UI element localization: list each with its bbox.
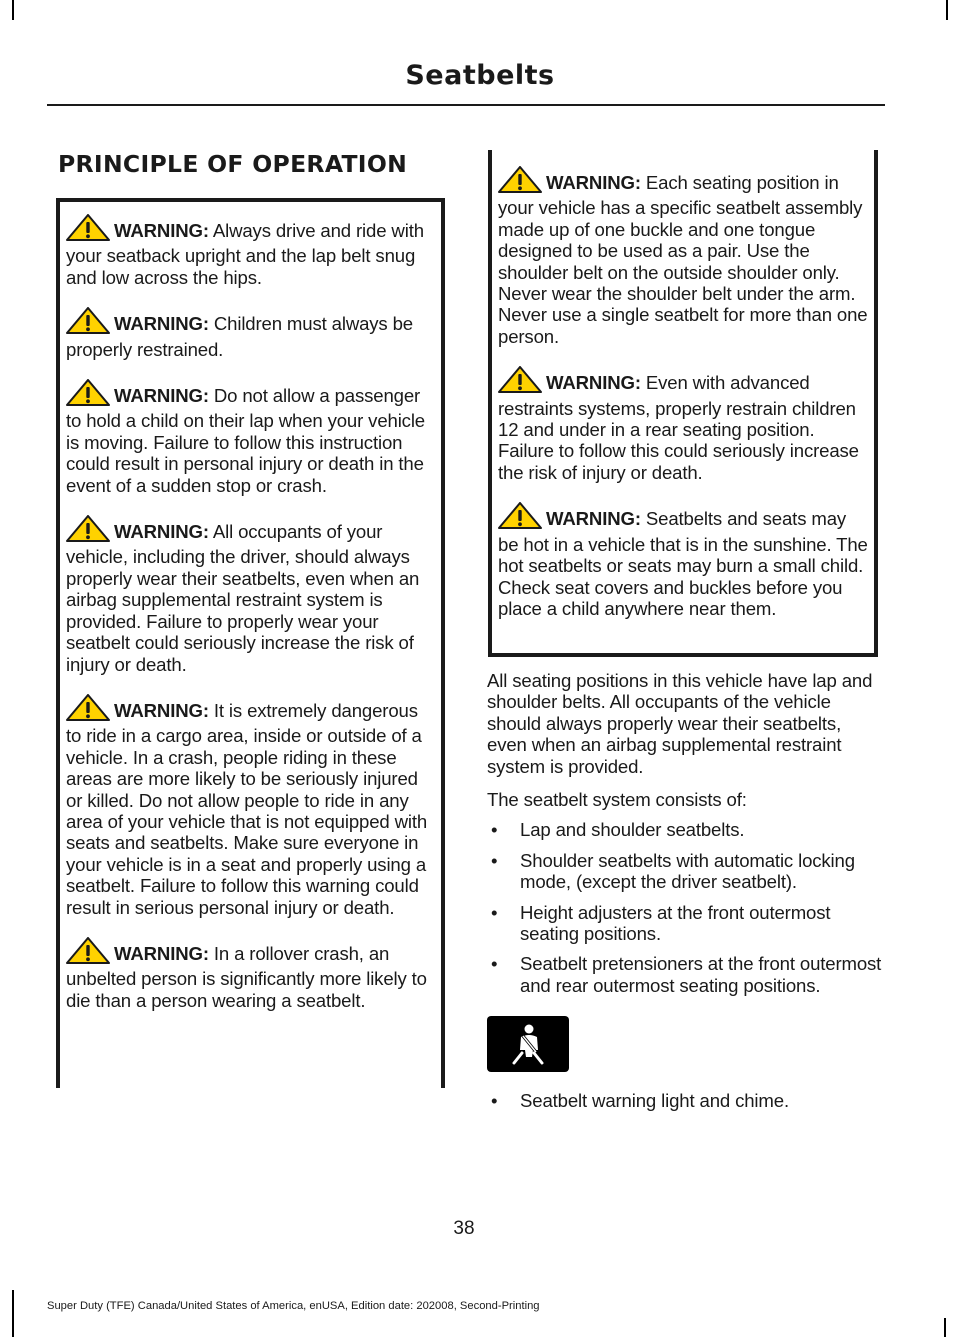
bullet-mark: • <box>491 901 498 923</box>
left-warning-list <box>60 198 441 1011</box>
bullet-item <box>487 819 883 840</box>
bullet-text: Lap and shoulder seatbelts. <box>520 819 745 841</box>
page-header-title: Seatbelts <box>405 60 555 91</box>
header-rule <box>47 104 885 106</box>
warning-label: WARNING: <box>114 220 209 241</box>
bullet-mark: • <box>491 953 498 975</box>
footer-text: Super Duty (TFE) Canada/United States of America, enUSA, Edition date: 202008, Second-Printing <box>47 1300 540 1312</box>
warning-triangle-icon <box>66 214 110 245</box>
warning-item <box>66 307 435 360</box>
bullet-mark: • <box>491 819 498 841</box>
warning-item <box>498 166 868 347</box>
warning-label: WARNING: <box>114 521 209 543</box>
right-body <box>487 670 883 1121</box>
warning-triangle-icon <box>498 366 542 397</box>
warning-triangle-icon <box>66 307 110 338</box>
warning-text: In a rollover crash, an unbelted person is significantly more likely to die than a person wearing a seatbelt. <box>66 942 427 1011</box>
page-number: 38 <box>453 1218 475 1239</box>
warning-item <box>498 502 868 619</box>
bullet-item <box>487 1090 883 1111</box>
bullet-text: Height adjusters at the front outermost seating positions. <box>520 901 831 945</box>
bullet-item <box>487 953 883 996</box>
warning-text: Each seating position in your vehicle has a specific seatbelt assembly made up of one buckle and one tongue designed to be used as a pair. Use the shoulder belt on the outside shoulder only. Never wear the shoulder belt under the arm. Never use a single seatbelt for more than one person. <box>498 172 868 347</box>
bullet-mark: • <box>491 1090 498 1112</box>
warning-text: All occupants of your vehicle, including the driver, should always properly wear their seatbelts, even when an airbag supplemental restraint system is provided. Failure to properly wear your seatbelt could seriously increase the risk of injury or death. <box>66 521 420 675</box>
warning-item <box>66 379 435 496</box>
crop-mark-top-right <box>946 0 948 20</box>
warning-triangle-icon <box>66 937 110 968</box>
warning-label: WARNING: <box>114 385 209 407</box>
warning-text: Children must always be properly restrained. <box>66 313 413 360</box>
warning-item <box>66 515 435 675</box>
section-title: PRINCIPLE OF OPERATION <box>58 150 408 178</box>
warning-triangle-icon <box>498 502 542 533</box>
warning-triangle-icon <box>66 379 110 410</box>
warning-text: Always drive and ride with your seatback upright and the lap belt snug and low across the hips. <box>66 220 424 288</box>
bullet-item <box>487 902 883 945</box>
seatbelt-warning-icon <box>487 1016 569 1072</box>
warning-triangle-icon <box>498 166 542 197</box>
warning-label: WARNING: <box>546 508 641 530</box>
warning-triangle-icon <box>66 515 110 546</box>
warning-label: WARNING: <box>546 172 641 193</box>
left-warning-box <box>56 198 445 1088</box>
warning-item <box>498 366 868 483</box>
bullet-mark: • <box>491 849 498 871</box>
warning-text: It is extremely dangerous to ride in a cargo area, inside or outside of a vehicle. In a crash, people riding in these areas are more likely to be seriously injured or killed. Do not allow people to ride in any area of your vehicle that is not equipped with seats and seatbelts. Make sure everyone in your vehicle is in a seat and properly using a seatbelt. Failure to follow this warning could result in serious personal injury or death. <box>66 699 428 918</box>
warning-item <box>66 937 435 1011</box>
warning-label: WARNING: <box>546 372 641 394</box>
right-warning-box <box>488 150 878 657</box>
bullet-text: Shoulder seatbelts with automatic locking mode, (except the driver seatbelt). <box>520 849 855 893</box>
warning-text: Do not allow a passenger to hold a child on their lap when your vehicle is moving. Failure to follow this instruction could result in personal injury or death in the event of a sudden stop or crash. <box>66 385 426 496</box>
warning-item <box>66 214 435 288</box>
crop-mark-bottom-right <box>944 1318 946 1337</box>
warning-label: WARNING: <box>114 942 209 964</box>
bullet-text: Seatbelt warning light and chime. <box>520 1090 789 1112</box>
crop-mark-bottom-left <box>12 1290 14 1337</box>
warning-label: WARNING: <box>114 313 209 335</box>
bullet-item <box>487 850 883 893</box>
consists-of-paragraph: The seatbelt system consists of: <box>487 789 747 811</box>
warning-item <box>66 694 435 918</box>
right-warning-list <box>492 150 874 619</box>
warning-text: Even with advanced restraints systems, properly restrain children 12 and under in a rear seating position. Failure to follow this could seriously increase the risk of injury or death. <box>498 372 859 483</box>
warning-box-top-rule <box>56 198 445 202</box>
warning-triangle-icon <box>66 694 110 725</box>
seatbelt-person-icon <box>508 1023 548 1065</box>
bullet-text: Seatbelt pretensioners at the front outermost and rear outermost seating positions. <box>520 953 882 996</box>
warning-text: Seatbelts and seats may be hot in a vehicle that is in the sunshine. The hot seatbelts or seats may burn a small child. Check seat covers and buckles before you place a child anywhere near them. <box>498 508 868 619</box>
warning-label: WARNING: <box>114 699 209 721</box>
crop-mark-top-left <box>12 0 14 20</box>
warning-box-bottom-rule <box>488 653 878 657</box>
intro-paragraph: All seating positions in this vehicle have lap and shoulder belts. All occupants of the vehicle should always properly wear their seatbelts, even when an airbag supplemental restraint system is provided. <box>487 670 873 777</box>
